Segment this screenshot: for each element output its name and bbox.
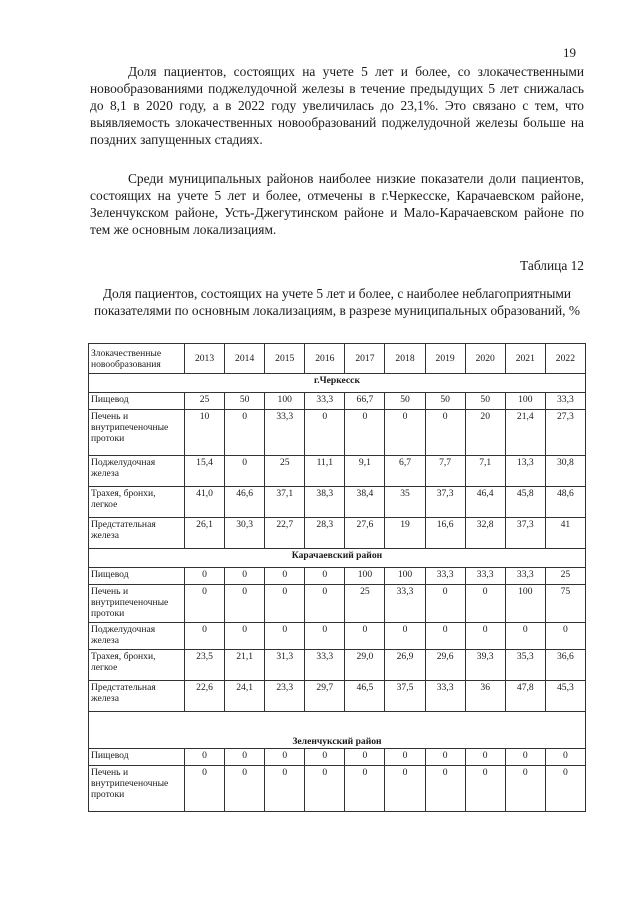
value-cell: 29,6 (425, 650, 465, 681)
value-cell: 100 (505, 393, 545, 410)
year-header-cell: 2015 (265, 344, 305, 374)
value-cell: 0 (185, 568, 225, 585)
value-cell: 21,1 (225, 650, 265, 681)
value-cell: 50 (425, 393, 465, 410)
section-row (89, 374, 586, 393)
value-cell: 37,3 (425, 487, 465, 518)
value-cell: 0 (505, 749, 545, 766)
row-name-cell: Предстательная железа (89, 518, 185, 549)
value-cell: 9,1 (345, 456, 385, 487)
value-cell: 35 (385, 487, 425, 518)
table-row (89, 766, 586, 812)
value-cell: 23,3 (265, 681, 305, 712)
value-cell: 0 (305, 568, 345, 585)
value-cell: 37,3 (505, 518, 545, 549)
value-cell: 0 (385, 410, 425, 456)
value-cell: 100 (505, 585, 545, 623)
row-name-cell: Пищевод (89, 568, 185, 585)
row-name-cell: Поджелудочная железа (89, 623, 185, 650)
value-cell: 0 (305, 585, 345, 623)
value-cell: 100 (345, 568, 385, 585)
value-cell: 0 (545, 766, 585, 812)
value-cell: 0 (385, 749, 425, 766)
year-header-cell: 2014 (225, 344, 265, 374)
value-cell: 75 (545, 585, 585, 623)
value-cell: 0 (345, 749, 385, 766)
page-number: 19 (563, 45, 576, 60)
table-row (89, 393, 586, 410)
value-cell: 0 (185, 766, 225, 812)
value-cell: 25 (185, 393, 225, 410)
year-header-cell: 2021 (505, 344, 545, 374)
year-header-cell: 2013 (185, 344, 225, 374)
row-name-cell: Печень и внутрипеченочные протоки (89, 410, 185, 456)
value-cell: 0 (465, 623, 505, 650)
value-cell: 0 (265, 623, 305, 650)
value-cell: 0 (225, 585, 265, 623)
value-cell: 45,8 (505, 487, 545, 518)
year-header-cell: 2018 (385, 344, 425, 374)
table-row (89, 456, 586, 487)
value-cell: 21,4 (505, 410, 545, 456)
value-cell: 50 (465, 393, 505, 410)
value-cell: 33,3 (305, 650, 345, 681)
value-cell: 19 (385, 518, 425, 549)
value-cell: 23,5 (185, 650, 225, 681)
table-row (89, 650, 586, 681)
year-header-cell: 2022 (545, 344, 585, 374)
value-cell: 20 (465, 410, 505, 456)
value-cell: 33,3 (385, 585, 425, 623)
value-cell: 15,4 (185, 456, 225, 487)
value-cell: 22,7 (265, 518, 305, 549)
table-row (89, 681, 586, 712)
value-cell: 31,3 (265, 650, 305, 681)
value-cell: 0 (505, 766, 545, 812)
table-row (89, 585, 586, 623)
paragraph-1: Доля пациентов, состоящих на учете 5 лет и более, со злокачественными новообразованиями поджелудочной железы в течение предыдущих 5 лет снижалась до 8,1 в 2020 году, а в 2022 году увеличилась до 23,1%. Это связано с тем, что выявляемость злокачественных новообразований поджелудочной железы больше на поздних запущенных стадиях. (90, 64, 584, 147)
value-cell: 0 (225, 456, 265, 487)
value-cell: 46,6 (225, 487, 265, 518)
value-cell: 27,6 (345, 518, 385, 549)
value-cell: 0 (305, 766, 345, 812)
row-name-cell: Трахея, бронхи, легкое (89, 650, 185, 681)
value-cell: 0 (505, 623, 545, 650)
value-cell: 0 (345, 623, 385, 650)
value-cell: 100 (265, 393, 305, 410)
value-cell: 0 (265, 585, 305, 623)
value-cell: 33,3 (425, 568, 465, 585)
row-name-cell: Пищевод (89, 393, 185, 410)
header-cell: Злокачественные новообразования (89, 344, 185, 374)
value-cell: 10 (185, 410, 225, 456)
value-cell: 30,8 (545, 456, 585, 487)
value-cell: 37,5 (385, 681, 425, 712)
value-cell: 11,1 (305, 456, 345, 487)
data-table (88, 343, 586, 812)
table-title: Доля пациентов, состоящих на учете 5 лет и более, с наиболее неблагоприятными показателями по основным локализациям, в разрезе муниципальных образований, % (94, 286, 580, 318)
value-cell: 0 (225, 568, 265, 585)
table-row (89, 518, 586, 549)
value-cell: 46,4 (465, 487, 505, 518)
value-cell: 25 (545, 568, 585, 585)
year-header-cell: 2019 (425, 344, 465, 374)
section-title: Зеленчукский район (89, 712, 586, 749)
value-cell: 0 (265, 568, 305, 585)
value-cell: 66,7 (345, 393, 385, 410)
value-cell: 0 (185, 749, 225, 766)
value-cell: 41,0 (185, 487, 225, 518)
value-cell: 33,3 (465, 568, 505, 585)
value-cell: 0 (425, 410, 465, 456)
value-cell: 25 (265, 456, 305, 487)
value-cell: 50 (385, 393, 425, 410)
value-cell: 0 (465, 749, 505, 766)
value-cell: 38,3 (305, 487, 345, 518)
value-cell: 0 (465, 766, 505, 812)
value-cell: 0 (225, 749, 265, 766)
value-cell: 29,0 (345, 650, 385, 681)
value-cell: 0 (345, 410, 385, 456)
section-row (89, 549, 586, 568)
value-cell: 36 (465, 681, 505, 712)
value-cell: 0 (185, 623, 225, 650)
row-name-cell: Печень и внутрипеченочные протоки (89, 766, 185, 812)
value-cell: 0 (185, 585, 225, 623)
value-cell: 47,8 (505, 681, 545, 712)
value-cell: 0 (425, 749, 465, 766)
year-header-cell: 2017 (345, 344, 385, 374)
value-cell: 38,4 (345, 487, 385, 518)
row-name-cell: Трахея, бронхи, легкое (89, 487, 185, 518)
value-cell: 0 (545, 749, 585, 766)
table-row (89, 487, 586, 518)
value-cell: 25 (345, 585, 385, 623)
value-cell: 0 (465, 585, 505, 623)
value-cell: 7,1 (465, 456, 505, 487)
row-name-cell: Печень и внутрипеченочные протоки (89, 585, 185, 623)
value-cell: 37,1 (265, 487, 305, 518)
paragraph-2: Среди муниципальных районов наиболее низкие показатели доли пациентов, состоящих на учете 5 лет и более, отмечены в г.Черкесске, Карачаевском районе, Зеленчукском районе, Усть-Джегутинском районе и Мало-Карачаевском районе по тем же основным локализациям. (90, 171, 584, 237)
value-cell: 41 (545, 518, 585, 549)
value-cell: 13,3 (505, 456, 545, 487)
value-cell: 0 (345, 766, 385, 812)
value-cell: 0 (385, 623, 425, 650)
value-cell: 0 (225, 766, 265, 812)
value-cell: 29,7 (305, 681, 345, 712)
row-name-cell: Предстательная железа (89, 681, 185, 712)
value-cell: 46,5 (345, 681, 385, 712)
table-row (89, 623, 586, 650)
value-cell: 0 (225, 623, 265, 650)
table-row (89, 568, 586, 585)
value-cell: 24,1 (225, 681, 265, 712)
value-cell: 100 (385, 568, 425, 585)
value-cell: 48,6 (545, 487, 585, 518)
value-cell: 0 (305, 749, 345, 766)
value-cell: 35,3 (505, 650, 545, 681)
table-row (89, 410, 586, 456)
value-cell: 26,9 (385, 650, 425, 681)
value-cell: 0 (265, 766, 305, 812)
value-cell: 33,3 (425, 681, 465, 712)
value-cell: 33,3 (545, 393, 585, 410)
value-cell: 16,6 (425, 518, 465, 549)
table-header-row (89, 344, 586, 374)
year-header-cell: 2016 (305, 344, 345, 374)
table-row (89, 749, 586, 766)
value-cell: 33,3 (265, 410, 305, 456)
value-cell: 0 (425, 585, 465, 623)
value-cell: 33,3 (305, 393, 345, 410)
value-cell: 22,6 (185, 681, 225, 712)
value-cell: 32,8 (465, 518, 505, 549)
value-cell: 28,3 (305, 518, 345, 549)
value-cell: 0 (305, 410, 345, 456)
value-cell: 7,7 (425, 456, 465, 487)
value-cell: 0 (305, 623, 345, 650)
value-cell: 45,3 (545, 681, 585, 712)
value-cell: 30,3 (225, 518, 265, 549)
row-name-cell: Пищевод (89, 749, 185, 766)
section-row (89, 712, 586, 749)
value-cell: 27,3 (545, 410, 585, 456)
row-name-cell: Поджелудочная железа (89, 456, 185, 487)
value-cell: 0 (425, 623, 465, 650)
value-cell: 0 (545, 623, 585, 650)
value-cell: 0 (265, 749, 305, 766)
value-cell: 0 (385, 766, 425, 812)
section-title: Карачаевский район (89, 549, 586, 568)
value-cell: 36,6 (545, 650, 585, 681)
table-label: Таблица 12 (520, 258, 584, 273)
value-cell: 39,3 (465, 650, 505, 681)
value-cell: 0 (225, 410, 265, 456)
value-cell: 26,1 (185, 518, 225, 549)
section-title: г.Черкесск (89, 374, 586, 393)
value-cell: 50 (225, 393, 265, 410)
value-cell: 6,7 (385, 456, 425, 487)
year-header-cell: 2020 (465, 344, 505, 374)
value-cell: 33,3 (505, 568, 545, 585)
value-cell: 0 (425, 766, 465, 812)
